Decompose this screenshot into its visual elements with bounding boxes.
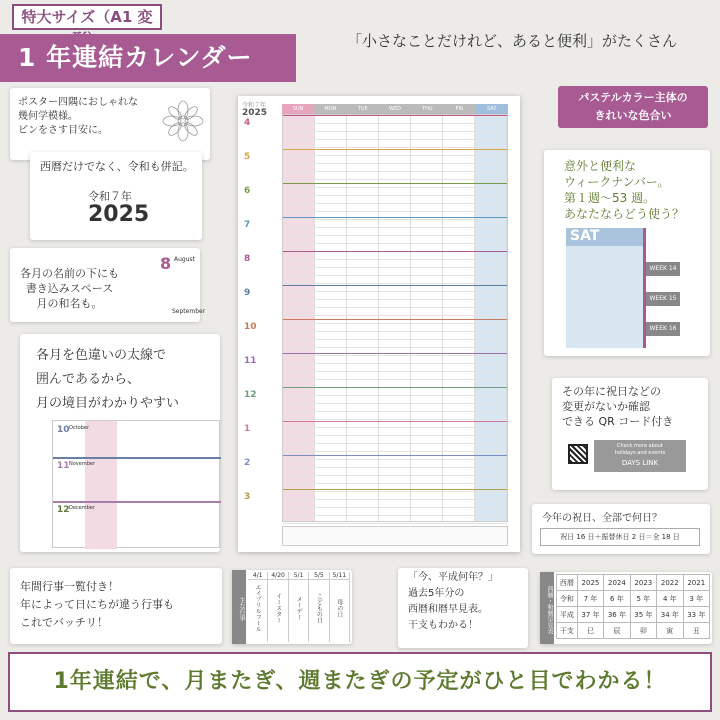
day-column (475, 115, 507, 521)
era-row (557, 607, 710, 623)
era-cell: 37 年 (577, 607, 603, 623)
week-line (283, 467, 507, 468)
week-line (283, 475, 507, 476)
month-border (283, 421, 507, 422)
callout-corner-pattern (10, 88, 210, 160)
month-column (242, 118, 280, 518)
week-line (283, 443, 507, 444)
callout-text: できる QR コード付き (562, 415, 674, 428)
week-line (283, 275, 507, 276)
callout-text: 月の和名も。 (36, 297, 103, 310)
day-column (411, 115, 443, 521)
holiday-count: 祝日 16 日＋振替休日 2 日＝全 18 日 (540, 528, 700, 546)
month-border (283, 489, 507, 490)
era-cell: 卯 (630, 623, 656, 639)
week-line (283, 211, 507, 212)
event-name: こどもの日 (315, 593, 323, 623)
week-line (283, 451, 507, 452)
month-label: 7 (244, 220, 251, 230)
weekday-tue: TUE (347, 104, 379, 114)
size-badge: 特大サイズ（A1 変 (12, 4, 162, 30)
week-line (283, 315, 507, 316)
week-line (283, 227, 507, 228)
weekday-thu: THU (411, 104, 443, 114)
era-cell: 2025 (577, 575, 603, 591)
week-line (283, 203, 507, 204)
week-line (283, 347, 507, 348)
callout-text: 年間行事一覧付き！ (20, 580, 119, 593)
week-line (283, 179, 507, 180)
era-cell: 4 年 (657, 591, 683, 607)
callout-events (10, 568, 222, 644)
era-cell: 丑 (683, 623, 709, 639)
week-line (283, 403, 507, 404)
days-link-label: DAYS LINK (621, 459, 659, 467)
event-date: 4/20 (268, 572, 287, 580)
event-name: 母の日 (335, 599, 343, 617)
era-cell: 2021 (683, 575, 709, 591)
era-row (557, 591, 710, 607)
week-line (283, 195, 507, 196)
event-date: 5/1 (289, 572, 308, 580)
event-name: イースター (274, 593, 282, 623)
event-column (309, 572, 329, 642)
month-label: 6 (244, 186, 251, 196)
callout-month-borders (20, 334, 220, 552)
reiwa-year: 令和７年 (88, 190, 132, 203)
callout-text: 西暦和暦早見表。 (408, 604, 488, 615)
tagline: 「小さなことだけれど、あると便利」がたくさん (346, 32, 677, 50)
callout-text: あなたならどう使う？ (564, 207, 685, 221)
era-label: 西暦・和暦早見表 (540, 572, 554, 644)
month-border (283, 387, 507, 388)
month-border (283, 149, 507, 150)
month-number: 11 (57, 461, 70, 471)
era-cell: 5 年 (630, 591, 656, 607)
month-border (283, 319, 507, 320)
month-label: 1 (244, 424, 251, 434)
week-line (283, 163, 507, 164)
callout-text: その年に祝日などの (562, 385, 661, 398)
day-column (443, 115, 475, 521)
week-line (283, 355, 507, 356)
day-column (347, 115, 379, 521)
calendar-grid (282, 114, 508, 522)
month-label: 3 (244, 492, 251, 502)
week-line (283, 427, 507, 428)
month-border (283, 251, 507, 252)
callout-text: 意外と便利な (564, 159, 637, 173)
week-line (283, 411, 507, 412)
week-line (283, 483, 507, 484)
era-row (557, 623, 710, 639)
month-border (283, 353, 507, 354)
week-line (283, 171, 507, 172)
era-cell: 令和 (557, 591, 578, 607)
month-label: 9 (244, 288, 251, 298)
week-line (283, 147, 507, 148)
week-line (283, 291, 507, 292)
callout-text: 「今、平成何年？」 (408, 572, 498, 583)
event-date: 5/5 (309, 572, 328, 580)
days-link-text: Check more about (617, 443, 663, 449)
week-line (283, 379, 507, 380)
callout-text: 西暦だけでなく、令和も併記。 (40, 160, 194, 173)
week-line (283, 131, 507, 132)
week-line (283, 491, 507, 492)
week-line (283, 283, 507, 284)
callout-text: 第１週〜53 週。 (564, 191, 656, 205)
era-cell: 巳 (577, 623, 603, 639)
month-label: 2 (244, 458, 251, 468)
month-border (283, 183, 507, 184)
weekday-header (282, 104, 508, 114)
era-cell: 7 年 (577, 591, 603, 607)
week-line (283, 507, 507, 508)
week-badge: WEEK 15 (646, 292, 680, 306)
week-line (283, 187, 507, 188)
week-line (283, 339, 507, 340)
callout-era (398, 568, 528, 648)
events-table (232, 570, 352, 644)
weekday-fri: FRI (443, 104, 475, 114)
week-line (283, 259, 507, 260)
callout-week-number (544, 150, 710, 356)
week-line (283, 139, 507, 140)
era-cell: 西暦 (557, 575, 578, 591)
saturday-label: SAT (566, 228, 643, 246)
week-badge: WEEK 16 (646, 322, 680, 336)
week-line (283, 323, 507, 324)
event-column (268, 572, 288, 642)
month-label: 8 (244, 254, 251, 264)
week-line (283, 123, 507, 124)
flower-pattern-icon (160, 98, 206, 144)
week-line (283, 435, 507, 436)
month-english: November (69, 461, 96, 467)
era-cell: 35 年 (630, 607, 656, 623)
event-date: 4/1 (248, 572, 267, 580)
callout-text: 年によって日にちが違う行事も (20, 598, 174, 611)
era-cell: 36 年 (604, 607, 630, 623)
callout-text: 変更がないか確認 (562, 400, 650, 413)
day-column (379, 115, 411, 521)
month-border (283, 115, 507, 116)
era-row (557, 575, 710, 591)
weekday-sat: SAT (476, 104, 508, 114)
day-column (283, 115, 315, 521)
bottom-banner: 1年連結で、月またぎ、週またぎの予定がひと目でわかる！ (8, 652, 712, 712)
era-cell: 2024 (604, 575, 630, 591)
callout-qr (552, 378, 708, 490)
week-line (283, 299, 507, 300)
week-line (283, 515, 507, 516)
era-cell: 平成 (557, 607, 578, 623)
month-english: December (69, 505, 95, 511)
day-column (315, 115, 347, 521)
month-label: 5 (244, 152, 251, 162)
callout-text: 今年の祝日、全部で何日？ (542, 513, 662, 524)
event-name: メーデー (295, 596, 303, 620)
week-line (283, 219, 507, 220)
month-number: 8 (160, 254, 172, 273)
qr-code-icon (568, 444, 588, 464)
poster-footer (282, 526, 508, 546)
month-english: September (172, 308, 206, 315)
poster-reiwa: 令和７年 (242, 102, 267, 109)
era-cell: 寅 (657, 623, 683, 639)
callout-text: 書き込みスペース (25, 282, 114, 295)
callout-text: 幾何学模様。 (18, 111, 78, 122)
month-border (283, 285, 507, 286)
event-column (289, 572, 309, 642)
week-line (283, 307, 507, 308)
week-line (283, 331, 507, 332)
callout-text: ポスター四隅におしゃれな (18, 97, 138, 108)
saturday-column (566, 228, 646, 348)
week-line (283, 155, 507, 156)
event-date: 5/11 (330, 572, 349, 580)
era-cell: 干支 (557, 623, 578, 639)
era-cell: 34 年 (657, 607, 683, 623)
page-title: 1 年連結カレンダー (0, 34, 296, 82)
era-table (540, 572, 712, 644)
week-line (283, 419, 507, 420)
era-cell: 6 年 (604, 591, 630, 607)
events-label: 主な行事 (232, 570, 246, 644)
weekday-mon: MON (314, 104, 346, 114)
week-line (283, 235, 507, 236)
callout-text: 過去5年分の (408, 588, 465, 599)
weekday-sun: SUN (282, 104, 314, 114)
callout-text: 各月の名前の下にも (20, 267, 119, 280)
month-label: 12 (244, 390, 257, 400)
callout-text: ピンをさす目安に。 (18, 125, 108, 136)
month-number: 12 (57, 505, 70, 515)
western-year: 2025 (88, 202, 150, 227)
callout-text: 囲んであるから、 (36, 372, 141, 387)
mini-calendar (52, 420, 220, 548)
callout-pastel: パステルカラー主体の きれいな色合い (558, 86, 708, 128)
month-label: 4 (244, 118, 251, 128)
days-link-text: holidays and events (614, 450, 666, 456)
era-cell: 2022 (657, 575, 683, 591)
week-line (283, 499, 507, 500)
month-border (283, 455, 507, 456)
event-column (330, 572, 350, 642)
month-english: August (174, 256, 195, 263)
calendar-poster (238, 96, 520, 552)
event-column (248, 572, 268, 642)
era-cell: 33 年 (683, 607, 709, 623)
week-line (283, 523, 507, 524)
week-badge: WEEK 14 (646, 262, 680, 276)
days-link-box (594, 440, 686, 472)
callout-text: ウィークナンバー。 (564, 175, 670, 189)
callout-text: 各月を色違いの太線で (36, 348, 167, 363)
callout-text: 月の境目がわかりやすい (36, 396, 180, 411)
month-number: 10 (57, 425, 70, 435)
week-line (283, 459, 507, 460)
week-line (283, 371, 507, 372)
poster-year: 2025 (242, 108, 268, 118)
month-border (283, 217, 507, 218)
era-cell: 3 年 (683, 591, 709, 607)
callout-holidays (532, 504, 710, 554)
week-line (283, 395, 507, 396)
week-line (283, 267, 507, 268)
month-english: October (69, 425, 90, 431)
month-label: 11 (244, 356, 257, 366)
weekday-wed: WED (379, 104, 411, 114)
era-cell: 2023 (630, 575, 656, 591)
era-cell: 辰 (604, 623, 630, 639)
week-line (283, 363, 507, 364)
callout-month-name (10, 248, 206, 322)
callout-reiwa (30, 152, 202, 240)
callout-text: 干支もわかる！ (408, 620, 478, 631)
week-line (283, 243, 507, 244)
callout-text: これでバッチリ！ (20, 616, 108, 629)
month-label: 10 (244, 322, 257, 332)
event-name: エイプリルフール (254, 584, 262, 632)
